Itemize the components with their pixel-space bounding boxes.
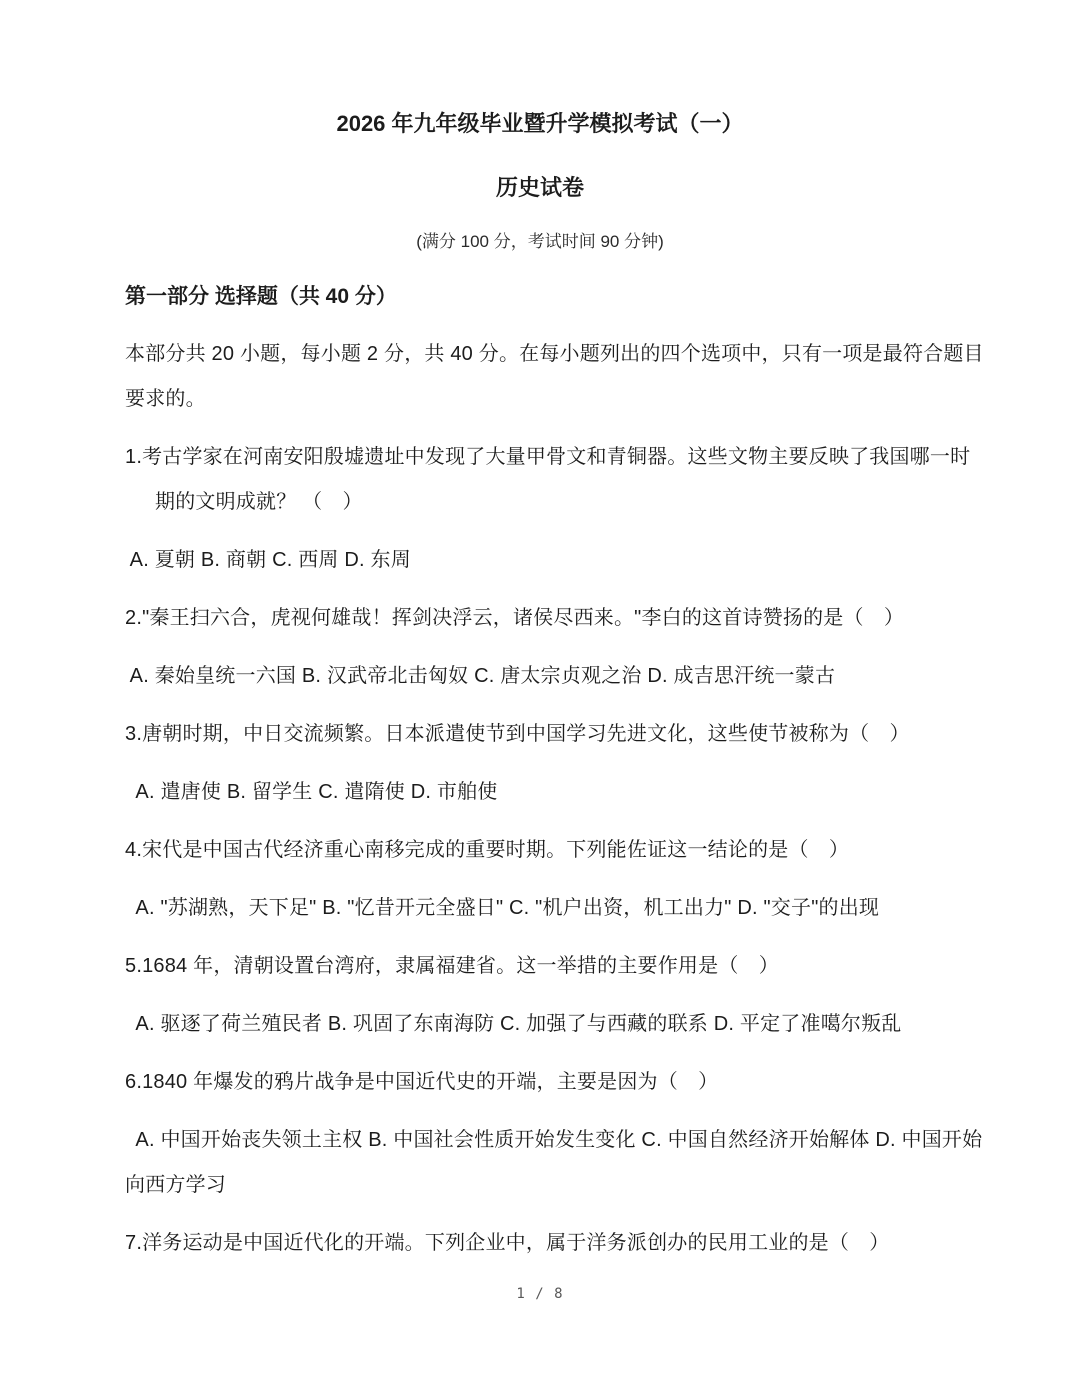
page-number: 1 / 8	[516, 1286, 564, 1302]
question-5-text: 5.1684 年，清朝设置台湾府，隶属福建省。这一举措的主要作用是（ ）	[125, 955, 779, 977]
question-1-text-line-2: 期的文明成就？ （ ）	[155, 491, 363, 513]
question-6-options-line-2: 向西方学习	[125, 1174, 226, 1196]
question-2-options: A. 秦始皇统一六国 B. 汉武帝北击匈奴 C. 唐太宗贞观之治 D. 成吉思汗统一蒙古	[125, 665, 836, 687]
section-intro-line-2: 要求的。	[125, 388, 206, 410]
question-3-options: A. 遣唐使 B. 留学生 C. 遣隋使 D. 市舶使	[125, 781, 498, 803]
question-6-text: 6.1840 年爆发的鸦片战争是中国近代史的开端，主要是因为（ ）	[125, 1071, 719, 1093]
question-5-options: A. 驱逐了荷兰殖民者 B. 巩固了东南海防 C. 加强了与西藏的联系 D. 平定了准噶尔叛乱	[125, 1013, 902, 1035]
question-1-options: A. 夏朝 B. 商朝 C. 西周 D. 东周	[125, 549, 411, 571]
exam-title: 2026 年九年级毕业暨升学模拟考试（一）	[336, 111, 744, 136]
question-3-text: 3.唐朝时期，中日交流频繁。日本派遣使节到中国学习先进文化，这些使节被称为（ ）	[125, 723, 910, 745]
exam-meta-info: (满分 100 分，考试时间 90 分钟)	[416, 232, 664, 251]
question-area	[125, 332, 985, 1266]
question-4-text: 4.宋代是中国古代经济重心南移完成的重要时期。下列能佐证这一结论的是（ ）	[125, 839, 850, 861]
section-intro-line-1: 本部分共 20 小题，每小题 2 分，共 40 分。在每小题列出的四个选项中，只有一项是最符合题目	[125, 343, 984, 365]
question-6-options-line-1: A. 中国开始丧失领土主权 B. 中国社会性质开始发生变化 C. 中国自然经济开始解体 D. 中国开始	[125, 1129, 983, 1151]
paper-subject-title: 历史试卷	[495, 175, 584, 200]
question-4-options: A. "苏湖熟，天下足" B. "忆昔开元全盛日" C. "机户出资，机工出力" D. "交子"的出现	[125, 897, 880, 919]
section-one-heading: 第一部分 选择题（共 40 分）	[125, 285, 397, 308]
question-7-text: 7.洋务运动是中国近代化的开端。下列企业中，属于洋务派创办的民用工业的是（ ）	[125, 1232, 890, 1254]
question-1-text-line-1: 1.考古学家在河南安阳殷墟遗址中发现了大量甲骨文和青铜器。这些文物主要反映了我国哪一时	[125, 446, 971, 468]
question-2-text: 2."秦王扫六合，虎视何雄哉！挥剑决浮云，诸侯尽西来。"李白的这首诗赞扬的是（ ）	[125, 607, 905, 629]
